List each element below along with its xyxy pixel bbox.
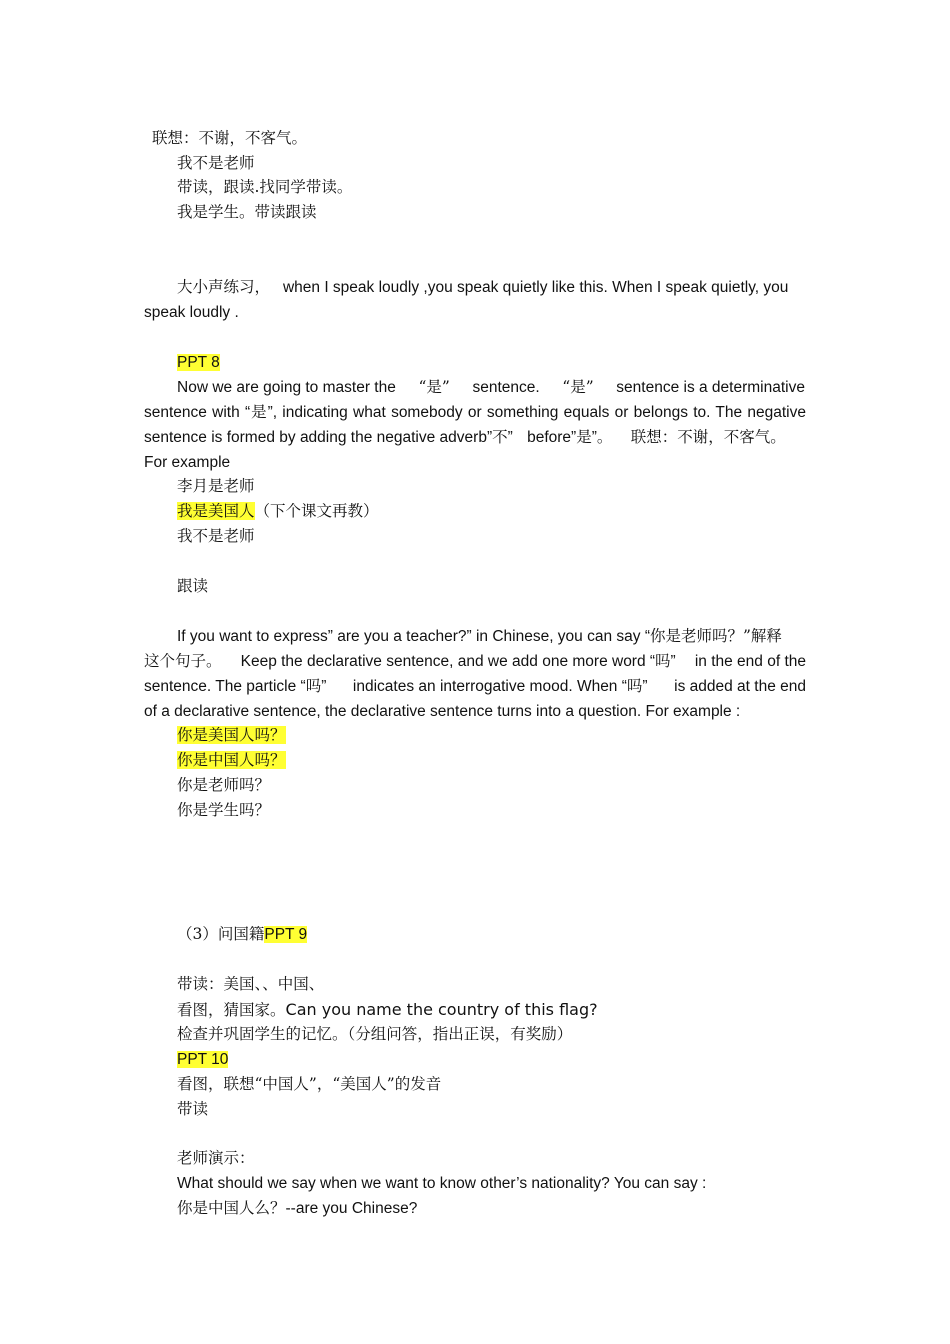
example-line: 你是老师吗？ bbox=[177, 776, 271, 794]
text-line: speak loudly . bbox=[144, 304, 239, 321]
text-span: is added at the end bbox=[674, 678, 806, 695]
text-line: 跟读 bbox=[177, 577, 209, 595]
text-span: （下个课文再教） bbox=[254, 502, 379, 520]
text-line bbox=[177, 1196, 417, 1221]
highlighted-text: 你是中国人吗？ bbox=[177, 751, 286, 769]
text-span: 看图，猜国家。 bbox=[177, 1001, 286, 1019]
text-span: “是” bbox=[418, 378, 450, 396]
text-span: indicates an interrogative mood. When “吗” bbox=[352, 678, 648, 695]
text-line: 带读 bbox=[177, 1100, 209, 1118]
highlighted-text: PPT 10 bbox=[177, 1051, 229, 1068]
example-line bbox=[177, 499, 379, 524]
example-line: 你是学生吗？ bbox=[177, 801, 271, 819]
section-heading bbox=[177, 922, 307, 947]
text-line: 带读，跟读.找同学带读。 bbox=[177, 178, 353, 196]
text-span: 你是老师吗？”解释 bbox=[650, 627, 782, 645]
example-line bbox=[177, 748, 286, 773]
text-span: Keep the declarative sentence, and we add one more word “吗” bbox=[240, 653, 676, 670]
text-line: For example bbox=[144, 454, 231, 471]
text-span: （3）问国籍 bbox=[177, 925, 265, 943]
example-line: 李月是老师 bbox=[177, 477, 255, 495]
text-line: 带读：美国、、中国、 bbox=[177, 975, 325, 993]
text-span: If you want to express” are you a teacher?” in Chinese, you can say “ bbox=[177, 628, 650, 645]
text-line: 联想：不谢，不客气。 bbox=[152, 129, 308, 147]
paragraph-line bbox=[177, 275, 805, 300]
text-span: 联想：不谢，不客气。 bbox=[630, 428, 786, 446]
paragraph-line bbox=[177, 624, 807, 649]
text-span: Can you name the country of this flag? bbox=[285, 1000, 598, 1019]
text-span: --are you Chinese? bbox=[285, 1200, 418, 1217]
text-span: sentence. The particle “吗” bbox=[144, 678, 327, 695]
text-line: 我是学生。带读跟读 bbox=[177, 203, 317, 221]
text-line bbox=[177, 997, 598, 1023]
slide-reference bbox=[177, 1047, 228, 1072]
highlighted-text: PPT 9 bbox=[264, 926, 308, 943]
text-span: sentence is a determinative bbox=[616, 379, 805, 396]
text-span: in the end of the bbox=[694, 653, 806, 670]
text-line: 我不是老师 bbox=[177, 154, 255, 172]
highlighted-text: 你是美国人吗？ bbox=[177, 726, 286, 744]
text-span: before”是”。 bbox=[527, 429, 613, 446]
text-span: “是” bbox=[562, 378, 594, 396]
text-span: sentence. bbox=[472, 379, 540, 396]
text-span: when I speak loudly ,you speak quietly like this. When I speak quietly, you bbox=[282, 279, 789, 296]
text-line: What should we say when we want to know other’s nationality? You can say : bbox=[177, 1175, 707, 1192]
text-line: 老师演示： bbox=[177, 1149, 255, 1167]
paragraph-line: sentence with “是”, indicating what somebody or something equals or belongs to. The negative bbox=[144, 404, 806, 421]
paragraph-line bbox=[144, 425, 818, 450]
text-line: 看图，联想“中国人”，“美国人”的发音 bbox=[177, 1075, 442, 1093]
highlighted-text: PPT 8 bbox=[177, 354, 220, 371]
text-span: 这个句子。 bbox=[144, 652, 222, 670]
text-span: 大小声练习， bbox=[177, 278, 271, 296]
slide-reference bbox=[177, 350, 220, 375]
example-line: 我不是老师 bbox=[177, 527, 255, 545]
paragraph-line bbox=[144, 674, 806, 699]
text-span: 你是中国人么？ bbox=[177, 1199, 286, 1217]
text-span: Now we are going to master the bbox=[177, 379, 396, 396]
highlighted-text: 我是美国人 bbox=[177, 502, 255, 520]
example-line bbox=[177, 723, 286, 748]
text-line: 检查并巩固学生的记忆。（分组问答，指出正误，有奖励） bbox=[177, 1025, 573, 1043]
paragraph-line: of a declarative sentence, the declarative sentence turns into a question. For example : bbox=[144, 703, 741, 720]
paragraph-line bbox=[177, 375, 805, 400]
text-span: sentence is formed by adding the negative adverb”不” bbox=[144, 429, 513, 446]
paragraph-line bbox=[144, 649, 806, 674]
